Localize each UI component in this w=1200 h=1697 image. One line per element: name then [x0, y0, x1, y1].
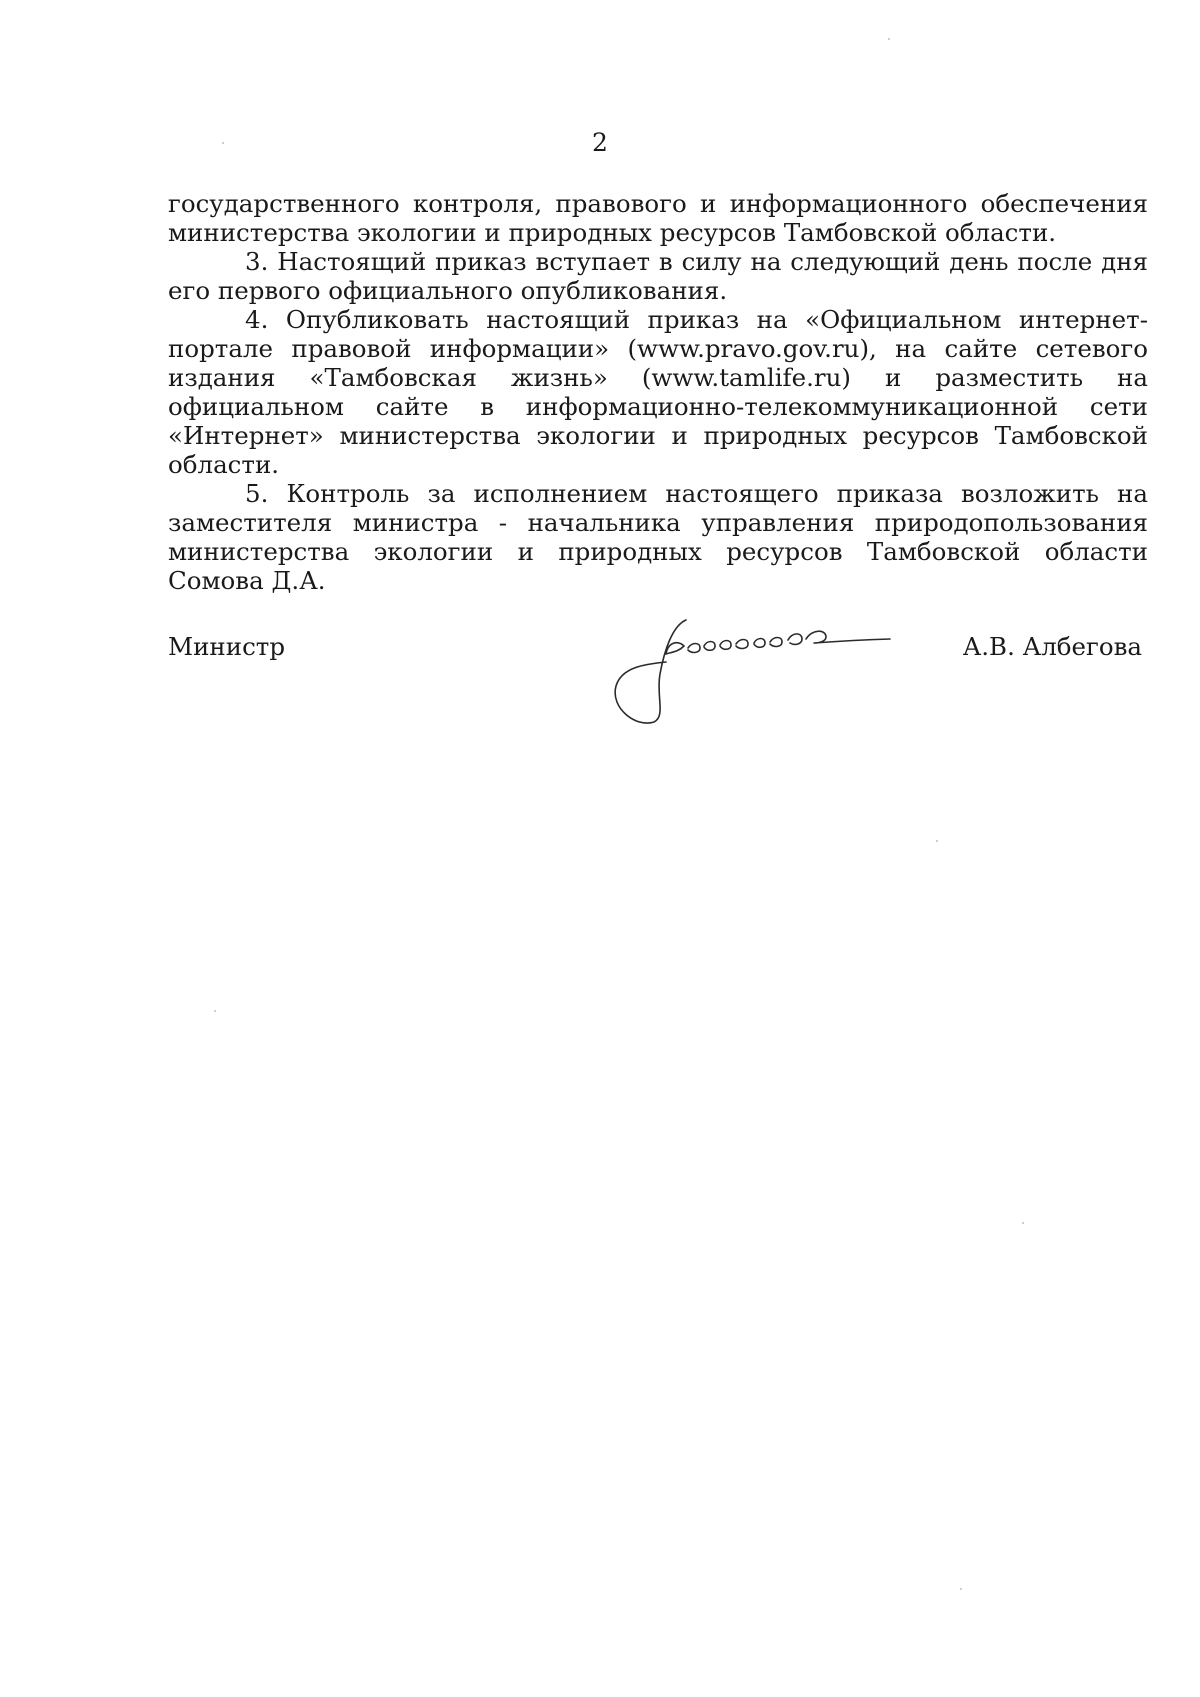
signer-position: Министр — [168, 632, 286, 661]
signer-name: А.В. Албегова — [962, 632, 1142, 661]
scan-speck — [936, 840, 938, 842]
scan-speck — [222, 142, 224, 144]
paragraph-continuation: государственного контроля, правового и информационного обеспечения министерства экологии и природных ресурсов Тамбовской области. — [168, 189, 1148, 247]
paragraph-item-5: 5. Контроль за исполнением настоящего приказа возложить на заместителя министра - начальника управления природопользования министерства экологии и природных ресурсов Тамбовской области Сомова Д.А. — [168, 479, 1148, 595]
scan-speck — [960, 1588, 962, 1590]
scan-speck — [888, 38, 890, 40]
page-number: 2 — [592, 128, 608, 157]
scan-speck — [1022, 1222, 1024, 1224]
paragraph-item-3: 3. Настоящий приказ вступает в силу на следующий день после дня его первого официального опубликования. — [168, 247, 1148, 305]
paragraph-item-4: 4. Опубликовать настоящий приказ на «Официальном интернет-портале правовой информации» (www.pravo.gov.ru), на сайте сетевого издания «Тамбовская жизнь» (www.tamlife.ru) и разместить на официальном сайте в информационно-телекоммуникационной сети «Интернет» министерства экологии и природных ресурсов Тамбовской области. — [168, 305, 1148, 479]
document-body — [168, 189, 1148, 595]
scan-speck — [214, 1010, 216, 1012]
handwritten-signature — [608, 612, 908, 724]
